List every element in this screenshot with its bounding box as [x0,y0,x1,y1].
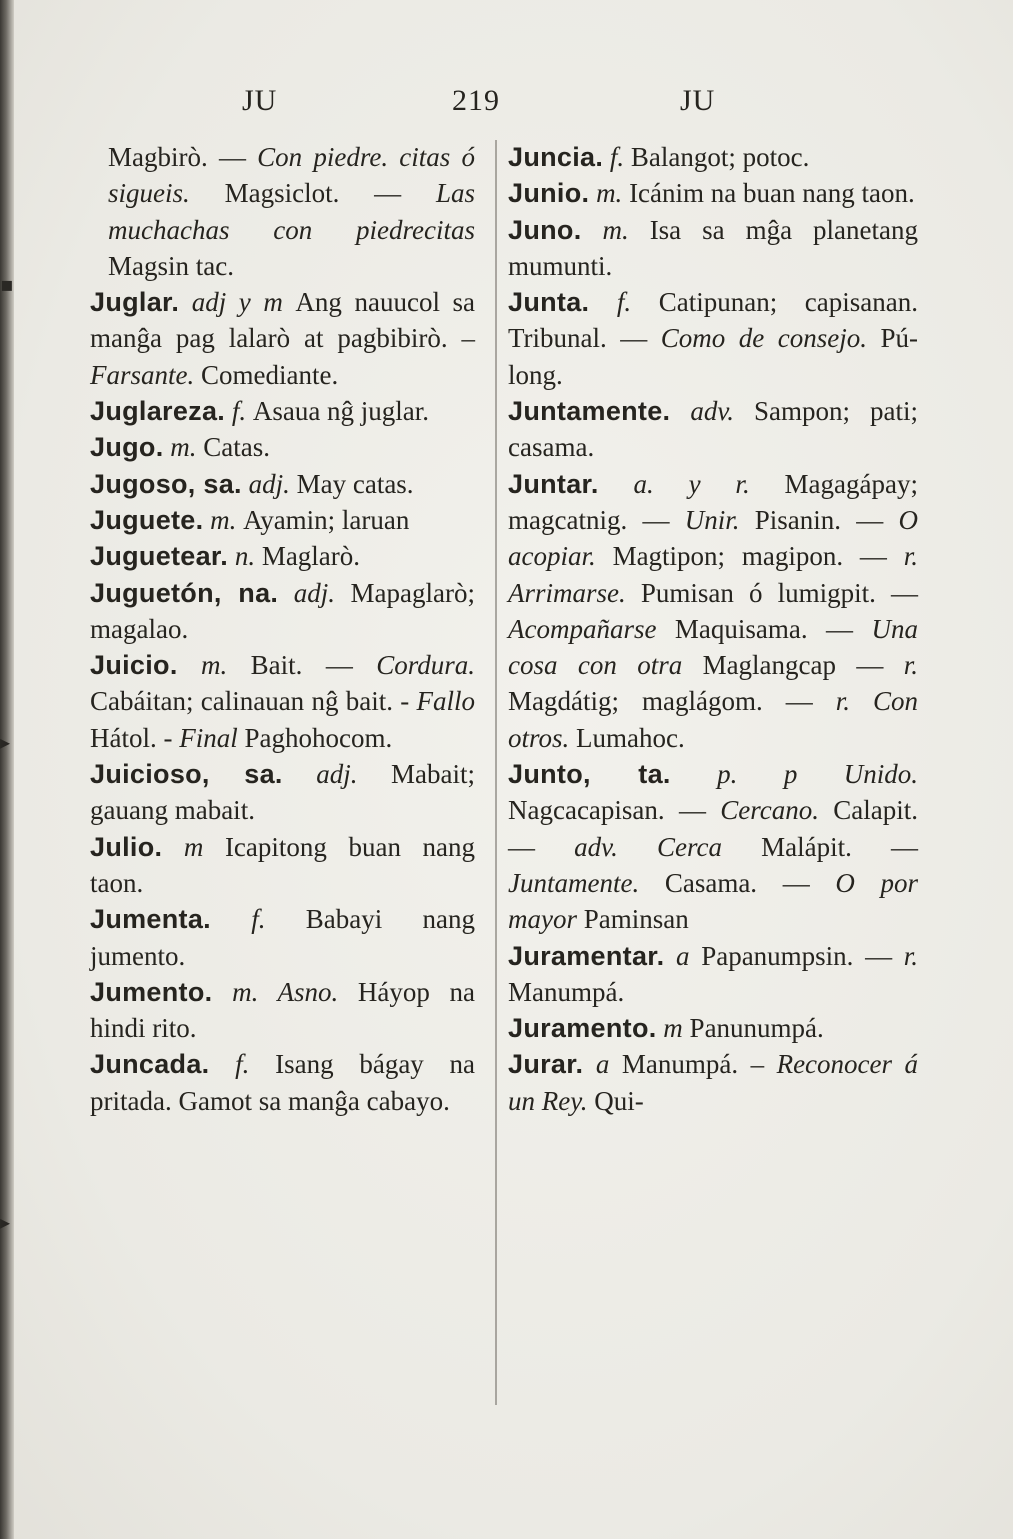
tagalog-definition: Manumpá. [508,976,625,1007]
spanish-gloss: Cercano. [720,795,819,826]
tagalog-definition: Isang bágay na pritada. Gamot sa manĝa cabayo. [90,1049,475,1116]
right-column [508,139,918,1119]
grammar-label: a [664,940,702,971]
dictionary-entry [90,139,475,284]
entry-headword: Junio. [508,178,590,209]
grammar-label: m. [589,178,630,209]
tagalog-definition: Háyop na hindi rito. [90,976,475,1044]
tagalog-definition: Magdátig; maglágom. — [508,686,836,717]
grammar-label: adj. [282,759,392,790]
entry-headword: Juguetón, na. [90,577,279,608]
tagalog-definition: Isa sa mĝa planetang mumunti. [508,214,918,281]
grammar-label: adj. [241,468,297,499]
tagalog-definition: Magsiclot. — [189,178,436,209]
tagalog-definition: Mabait; gauang mabait. [90,759,475,826]
spanish-gloss: O por mayor [508,867,918,935]
entry-headword: Julio. [90,831,163,862]
entry-headword: Juno. [508,214,582,245]
tagalog-definition: Púlong. [508,323,918,390]
dictionary-entry [90,284,475,393]
tagalog-definition: Catas. [203,432,270,463]
tagalog-definition: Ang nauucol sa manĝa pag lalarò at pagbibirò. – [90,287,476,354]
header-right-guide-word: JU [680,84,716,117]
spanish-gloss: Final [179,722,238,753]
dictionary-entry [90,1046,475,1119]
entry-headword: Jugo. [90,432,164,463]
tagalog-definition: Casama. — [639,867,836,898]
grammar-label: adv. [574,831,658,862]
grammar-label: n. [228,541,262,572]
dictionary-entry [90,575,475,648]
dictionary-entry [90,538,475,574]
spanish-gloss: Arrimarse. [508,577,626,608]
entry-headword: Jurar. [508,1049,584,1080]
left-column [90,139,475,1119]
spanish-gloss: Como de consejo. [660,323,867,354]
tagalog-definition: Maquisama. — [656,613,872,644]
grammar-label: f. [603,142,631,172]
spanish-gloss: O acopiar. [508,504,918,572]
tagalog-definition: Paminsan [577,904,689,935]
entry-headword: Juntar. [508,468,599,499]
header-left-guide-word: JU [242,84,278,117]
tagalog-definition: Ayamin; laruan [243,504,410,535]
grammar-label: m. [177,650,251,681]
spanish-gloss: Asno. [277,976,339,1007]
page-number: 219 [452,84,500,117]
dictionary-entry [90,466,475,502]
tagalog-definition: Comediante. [194,359,339,390]
spanish-gloss: Unido. [843,759,918,790]
entry-headword: Juglar. [90,287,180,318]
dictionary-entry [90,647,475,756]
entry-headword: Juguetear. [90,541,229,572]
tagalog-definition: Catipunan; capisanan. Tribunal. — [508,287,918,354]
entry-headword: Junta. [508,287,590,318]
spanish-gloss: Acompañarse [508,613,657,644]
dictionary-entry [508,1010,918,1046]
grammar-label: m [656,1013,690,1044]
grammar-label: adj y m [179,287,296,318]
tagalog-definition: Pisanin. — [739,504,899,535]
grammar-label: m. [212,976,278,1007]
margin-mark: ▪ [0,272,14,296]
grammar-label: a [583,1049,622,1080]
grammar-label: m. [581,214,650,245]
tagalog-definition: Bait. — [250,650,377,681]
spanish-gloss: Fallo [416,686,475,717]
dictionary-entry [90,429,475,465]
tagalog-definition: Magtipon; magipon. — [595,541,904,572]
entry-headword: Juramento. [508,1013,657,1044]
tagalog-definition: Asaua nĝ juglar. [252,396,430,427]
tagalog-definition: Icapitong buan nang taon. [90,831,475,898]
page-header [0,84,1013,124]
spanish-gloss: Cordura. [376,650,475,681]
dictionary-entry [90,901,475,974]
tagalog-definition: Magagápay; magcatnig. — [508,468,918,535]
grammar-label: f. [225,396,253,427]
grammar-label: r. [903,541,918,572]
spanish-gloss: Con piedre. citas ó sigueis. [108,142,476,209]
dictionary-entry [90,756,475,829]
entry-headword: Juramentar. [508,940,665,971]
dictionary-entry [90,393,475,429]
grammar-label: r. [903,650,918,681]
column-divider [495,140,497,1405]
grammar-label: f. [210,904,306,935]
tagalog-definition: Mapaglarò; magalao. [90,577,475,644]
tagalog-definition: Pumisan ó lumigpit. — [625,577,918,608]
dictionary-entry [508,466,918,756]
entry-headword: Juguete. [90,504,204,535]
entry-headword: Juicio. [90,650,178,681]
dictionary-entry [90,502,475,538]
tagalog-definition: Maglarò. [261,541,361,572]
entry-headword: Jumento. [90,976,213,1007]
dictionary-entry [508,938,918,1011]
grammar-label: m. [203,504,244,535]
grammar-label: f. [209,1049,276,1080]
dictionary-entry [508,175,918,211]
spanish-gloss: Las muchachas con piedrecitas [108,178,475,245]
dictionary-entry [508,1046,918,1119]
spanish-gloss: Reconocer á un Rey. [508,1049,919,1116]
dictionary-entry [508,139,918,175]
tagalog-definition: Babayi nang jumento. [90,904,475,971]
dictionary-entry [508,393,918,466]
grammar-label: r. [903,940,919,971]
spanish-gloss: Con otros. [508,686,919,753]
grammar-label: f. [589,287,659,318]
grammar-label: m [162,831,225,862]
dictionary-entry [508,284,918,393]
entry-headword: Juncia. [508,142,604,172]
tagalog-definition: Icánim na buan nang taon. [629,178,915,209]
tagalog-definition: Lumahoc. [569,722,685,753]
spanish-gloss: Juntamente. [508,867,640,898]
grammar-label: adj. [278,577,351,608]
margin-mark: ▸ [0,730,11,754]
grammar-label: adv. [670,396,755,427]
tagalog-definition: Nagcacapisan. — [508,795,721,826]
tagalog-definition: May catas. [296,468,414,499]
tagalog-definition: Maglangcap — [682,650,904,681]
margin-mark: ▸ [0,1210,11,1234]
grammar-label: r. [835,686,873,717]
entry-headword: Juncada. [90,1049,210,1080]
tagalog-definition: Balangot; potoc. [630,142,810,172]
dictionary-entry [90,829,475,902]
spanish-gloss: Una cosa con otra [508,613,918,681]
entry-headword: Juglareza. [90,396,226,427]
tagalog-definition: Sampon; pati; casama. [508,396,918,463]
dictionary-entry [508,212,918,285]
grammar-label: p. p [670,759,844,790]
tagalog-definition: Qui- [587,1085,644,1116]
grammar-label: m. [163,432,204,463]
tagalog-definition: Hátol. - [90,722,180,753]
dictionary-entry [90,974,475,1047]
tagalog-definition: Manumpá. – [621,1049,777,1080]
tagalog-definition: Cabáitan; calinauan nĝ bait. - [90,686,417,717]
tagalog-definition: Calapit. — [508,795,918,862]
tagalog-definition: Malápit. — [722,831,919,862]
tagalog-definition: Papanumpsin. — [701,940,904,971]
entry-headword: Juntamente. [508,396,671,427]
tagalog-definition: Paghohocom. [237,722,393,753]
dictionary-entry [508,756,918,937]
spanish-gloss: Cerca [657,831,722,862]
entry-headword: Jumenta. [90,904,211,935]
grammar-label: a. y r. [598,468,785,499]
spanish-gloss: Unir. [684,504,740,535]
tagalog-definition: Magsin tac. [108,250,234,281]
entry-headword: Jugoso, sa. [90,468,242,499]
page-binding-edge [0,0,14,1539]
entry-headword: Juicioso, sa. [90,759,283,790]
tagalog-definition: Panunumpá. [689,1013,824,1044]
spanish-gloss: Farsante. [90,359,195,390]
tagalog-definition: Magbirò. — [108,142,258,172]
entry-headword: Junto, ta. [508,759,671,790]
